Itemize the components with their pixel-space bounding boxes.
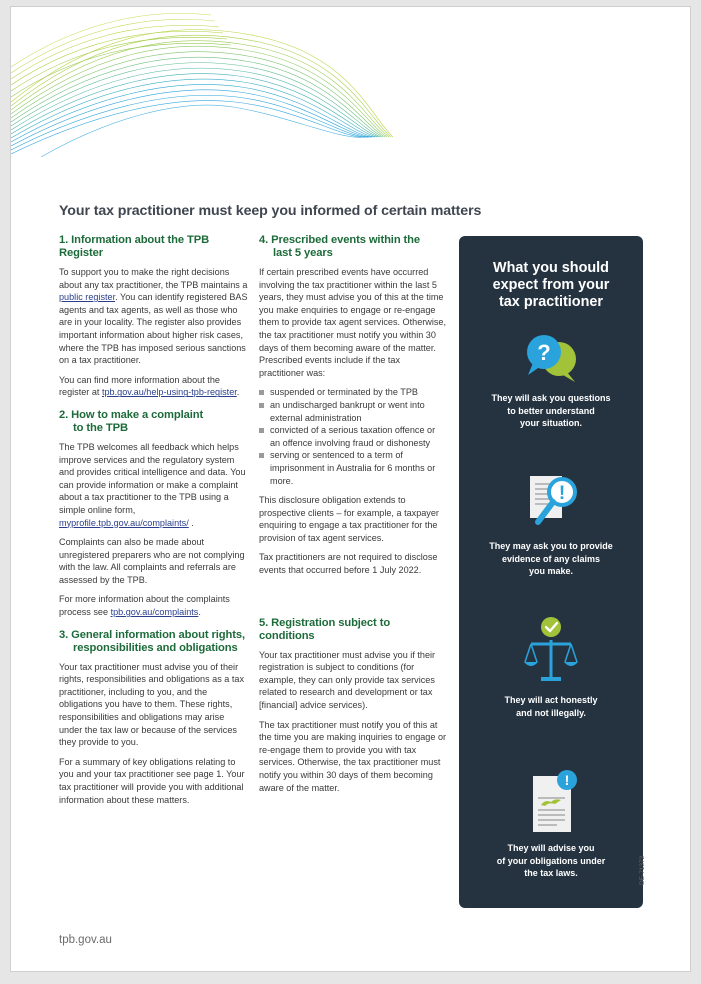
complaints-form-link[interactable]: myprofile.tpb.gov.au/complaints/ [59,517,189,528]
complaints-info-link[interactable]: tpb.gov.au/complaints [110,607,199,618]
sidebar-item-honesty [459,616,643,719]
section-5-heading: 5. Registration subject to conditions [259,616,391,642]
section-1-heading: 1. Information about the TPB Register [59,234,210,259]
question-speech-bubbles-icon [519,332,583,388]
document-page [10,6,691,972]
question-mark-glyph: ? [537,340,551,365]
text: . You can identify registered BAS agents and tax agents, as well as those who are in your locality. The register also provides important information about higher risk cases, where the TPB has imposed serious sanctions on a tax practitioner. [59,292,248,366]
sidebar-item-text: evidence of any claims [501,553,601,564]
sidebar-item-text: your situation. [519,418,582,429]
sidebar-item-text: They will advise you [507,843,595,853]
text: . [198,607,201,618]
section-5-paragraph: The tax practitioner must notify you of this at the time you are making inquiries to engage or re-engage them to provide you with tax services. Otherwise, the tax practitioner must notify you within 30 days of them becoming aware of the matter. [259,719,447,793]
sidebar-title [459,260,643,311]
heading-line: to the TPB [73,421,128,434]
section-1-paragraph [59,374,249,399]
section-2-heading [59,409,249,435]
section-4-paragraph: Tax practitioners are not required to disclose events that occurred before 1 July 2022. [259,552,438,576]
list-item: serving or sentenced to a term of imprisonment in Australia for 6 months or more. [259,449,447,487]
sidebar-item-text: you make. [528,566,574,577]
text: To support you to make the right decisions about any tax practitioner, the TPB maintains a [59,267,248,290]
list-item: convicted of a serious taxation offence or an offence involving fraud or dishonesty [259,424,447,449]
document-reference-code: DE-71372 [639,855,646,885]
sidebar-item-evidence [459,470,643,578]
sidebar-item-text: to better understand [507,405,595,416]
list-item: suspended or terminated by the TPB [259,386,447,399]
footer-url[interactable]: tpb.gov.au [59,934,112,946]
sidebar-item-text: They will act honestly [504,695,598,705]
section-3-paragraph: Your tax practitioner must advise you of their rights, responsibilities and obligations as a tax practitioner, including to you, and the obligations you have to them. These rights, responsibilities and obligations may arise under the tax law or because of the services they provide to you. [59,661,245,748]
section-3-paragraph: For a summary of key obligations relating to you and your tax practitioner see page 1. Your tax practitioner will provide you with additional information about these matters. [59,756,245,805]
section-5-paragraph: Your tax practitioner must advise you if their registration is subject to conditions (for example, they can only provide tax services related to research and development or tax [financial] advice services). [259,649,436,711]
prescribed-events-list [259,386,447,487]
public-register-link[interactable]: public register [59,292,116,303]
section-2-paragraph: Complaints can also be made about unregistered preparers who are not complying with the law. All complaints and referrals are assessed by the TPB. [59,537,245,585]
scales-check-icon [521,616,581,688]
sidebar-item-text: the tax laws. [524,868,578,879]
sidebar-title-line: What you should [493,260,609,276]
info-mark-glyph: ! [564,772,570,788]
sidebar-item-text: They may ask you to provide [489,541,613,551]
sidebar-item-text: and not illegally. [516,707,586,718]
sidebar-title-line: expect from your [492,277,610,293]
document-info-icon [521,768,581,836]
decorative-wave-graphic [11,7,411,157]
sidebar-item-questions [459,332,643,430]
section-4-paragraph: This disclosure obligation extends to prospective clients – for example, a taxpayer enquiring to engage a tax practitioner for the provision of tax agent services. [259,495,439,543]
text: You can find more information about the register at [59,374,220,398]
text: For more information about the complaints process see [59,594,230,618]
heading-line: 2. How to make a complaint [59,408,204,421]
text: . [188,517,194,528]
heading-line: last 5 years [273,247,333,259]
section-4-heading [259,234,447,260]
text: . [236,387,240,398]
sidebar-item-obligations [459,768,643,880]
section-2-paragraph [59,441,249,529]
sidebar-item-text: They will ask you questions [491,393,611,403]
help-register-link[interactable]: tpb.gov.au/help-using-tpb-register [101,387,237,398]
page-title: Your tax practitioner must keep you informed of certain matters [59,203,482,219]
heading-line: 4. Prescribed events within the [259,234,421,246]
section-2-paragraph [59,593,249,618]
section-3-heading [59,629,249,655]
middle-column [259,234,447,801]
document-magnifier-alert-icon [516,470,586,534]
section-1-paragraph [59,266,249,367]
text: The TPB welcomes all feedback which helps improve services and the regulatory system and provides critical intelligence and data. You can provide information or make a complaint about a tax practitioner to the TPB using a simple online form, [59,441,246,515]
sidebar-item-text: of your obligations under [496,855,606,866]
sidebar-title-line: tax practitioner [499,294,603,310]
heading-line: responsibilities and obligations [73,641,238,654]
expectations-sidebar [459,236,643,908]
section-4-paragraph: If certain prescribed events have occurred involving the tax practitioner within the last 5 years, they must advise you of this at the time you make enquiries to engage or re-engage them to provide tax agent services. Otherwise, the tax practitioner must notify you within 30 days of them becoming aware of the matter. Prescribed events include if the tax practitioner was: [259,267,447,378]
alert-mark-glyph: ! [558,483,566,504]
left-column [59,234,249,813]
heading-line: 3. General information about rights, [59,628,245,641]
list-item: an undischarged bankrupt or went into external administration [259,399,447,424]
